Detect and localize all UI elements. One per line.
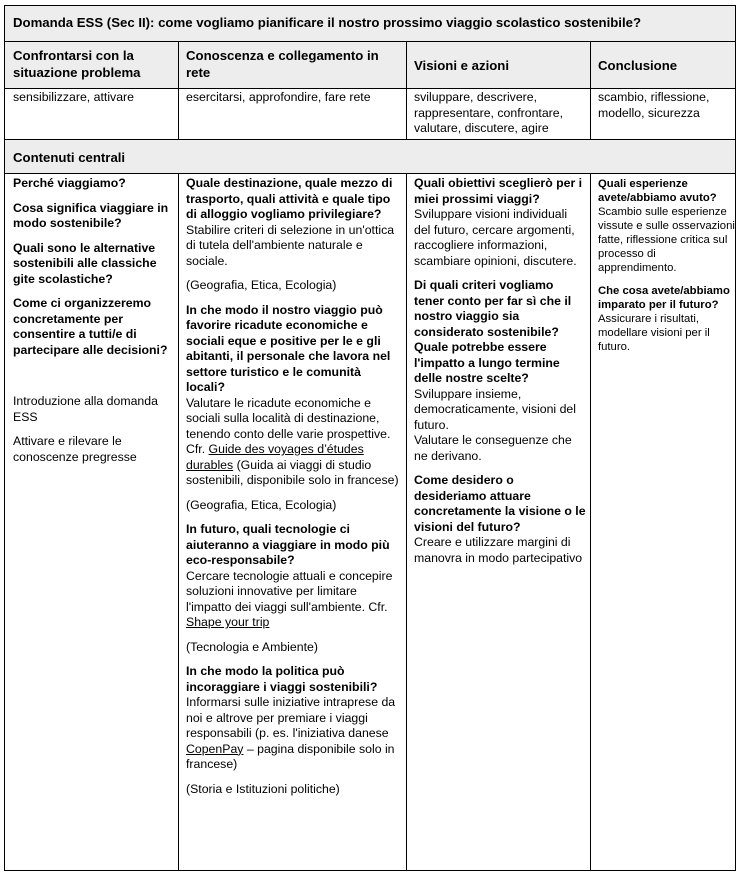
col2-text	[186, 569, 402, 631]
col3-text: Sviluppare visioni individuali del futuro, cercare argomenti, raccogliere informazioni, scambiare opinioni, discutere.	[414, 207, 577, 268]
col1-question: Perché viaggiamo?	[13, 176, 126, 190]
col4-question: Quali esperienze avete/abbiamo avuto?	[598, 178, 717, 204]
col2-question: In che modo la politica può incoraggiare i viaggi sostenibili?	[186, 664, 378, 694]
text-run: – pagina disponibile solo in francese)	[186, 741, 395, 771]
col4-question: Che cosa avete/abbiamo imparato per il futuro?	[598, 285, 730, 311]
col2-question: In che modo il nostro viaggio può favorire ricadute economiche e sociali eque e positive per le e gli abitanti, il personale che lavora nel settore turistico e le comunità locali?	[186, 302, 391, 394]
col1-content	[13, 176, 175, 465]
ess-table	[4, 5, 736, 871]
col1-text: Introduzione alla domanda ESS	[13, 394, 158, 424]
col3-question: Come desidero o desideriamo attuare concretamente la visione o le visioni del futuro?	[414, 473, 586, 534]
col2-disciplines: (Geografia, Etica, Ecologia)	[186, 497, 337, 512]
col2-disciplines: (Tecnologia e Ambiente)	[186, 639, 318, 654]
col4-text: Scambio sulle esperienze vissute e sulle osservazioni fatte, riflessione critica sul processo di apprendimento.	[598, 206, 735, 274]
col3-question: Quali obiettivi sceglierò per i miei prossimi viaggi?	[414, 176, 583, 206]
col4-content	[598, 177, 735, 354]
col3-text: Valutare le conseguenze che ne derivano.	[414, 433, 572, 463]
phase-header-4: Conclusione	[598, 58, 678, 73]
col3-question: Di quali criteri vogliamo tener conto per far sì che il nostro viaggio sia considerato sostenibile? Quale potrebbe essere l'impatto a lungo termine delle nostre scelte?	[414, 278, 572, 385]
col2-content	[186, 176, 402, 797]
phase-header-3: Visioni e azioni	[414, 58, 510, 73]
col2-question: In futuro, quali tecnologie ci aiuteranno a viaggiare in modo più eco-responsabile?	[186, 522, 390, 567]
phase-verbs-1: sensibilizzare, attivare	[13, 90, 134, 104]
section-title: Contenuti centrali	[13, 150, 126, 165]
col3-content	[414, 176, 586, 566]
copenpay-link[interactable]: CopenPay	[186, 741, 244, 756]
text-run: (Guida ai viaggi di studio sostenibili, disponibile solo in francese)	[186, 457, 399, 487]
col1-question: Cosa significa viaggiare in modo sostenibile?	[13, 200, 169, 230]
table-title: Domanda ESS (Sec II): come vogliamo pianificare il nostro prossimo viaggio scolastico sostenibile?	[13, 15, 642, 30]
shape-your-trip-link[interactable]: Shape your trip	[186, 615, 270, 629]
col3-text: Creare e utilizzare margini di manovra in modo partecipativo	[414, 535, 583, 565]
col2-text	[186, 695, 402, 773]
text-run: Cercare tecnologie attuali e concepire soluzioni innovative per limitare l'impatto dei viaggi sull'ambiente. Cfr.	[186, 568, 393, 614]
phase-verbs-3: sviluppare, descrivere, rappresentare, confrontare, valutare, discutere, agire	[414, 90, 564, 135]
phase-verbs-4: scambio, riflessione, modello, sicurezza	[598, 90, 710, 120]
col2-text	[186, 396, 402, 489]
col2-question: Quale destinazione, quale mezzo di trasporto, quali attività e quale tipo di alloggio vogliamo privilegiare?	[186, 176, 393, 221]
col2-disciplines: (Geografia, Etica, Ecologia)	[186, 278, 337, 292]
text-run: Informarsi sulle iniziative intraprese da noi e altrove per premiare i viaggi responsabili (p. es. l'iniziativa danese	[186, 695, 396, 740]
col3-text: Sviluppare insieme, democraticamente, visioni del futuro.	[414, 386, 576, 432]
phase-verbs-2: esercitarsi, approfondire, fare rete	[186, 90, 371, 104]
col1-question: Come ci organizzeremo concretamente per consentire a tutti/e di partecipare alle decisioni?	[13, 296, 168, 357]
col2-disciplines: (Storia e Istituzioni politiche)	[186, 781, 340, 796]
col1-text: Attivare e rilevare le conoscenze pregresse	[13, 434, 137, 464]
text-run: Valutare le ricadute economiche e sociali sulla località di destinazione, tenendo conto delle varie prospettive. Cfr.	[186, 395, 391, 456]
col2-text: Stabilire criteri di selezione in un'ottica di tutela dell'ambiente naturale e sociale.	[186, 222, 395, 268]
phase-header-2: Conoscenza e collegamento in rete	[186, 48, 379, 80]
guide-link[interactable]: Guide des voyages d’études durables	[186, 442, 364, 472]
phase-header-1: Confrontarsi con la situazione problema	[13, 48, 141, 80]
col4-text: Assicurare i risultati, modellare visioni per il futuro.	[598, 313, 710, 353]
col1-question: Quali sono le alternative sostenibili alle classiche gite scolastiche?	[13, 240, 157, 286]
